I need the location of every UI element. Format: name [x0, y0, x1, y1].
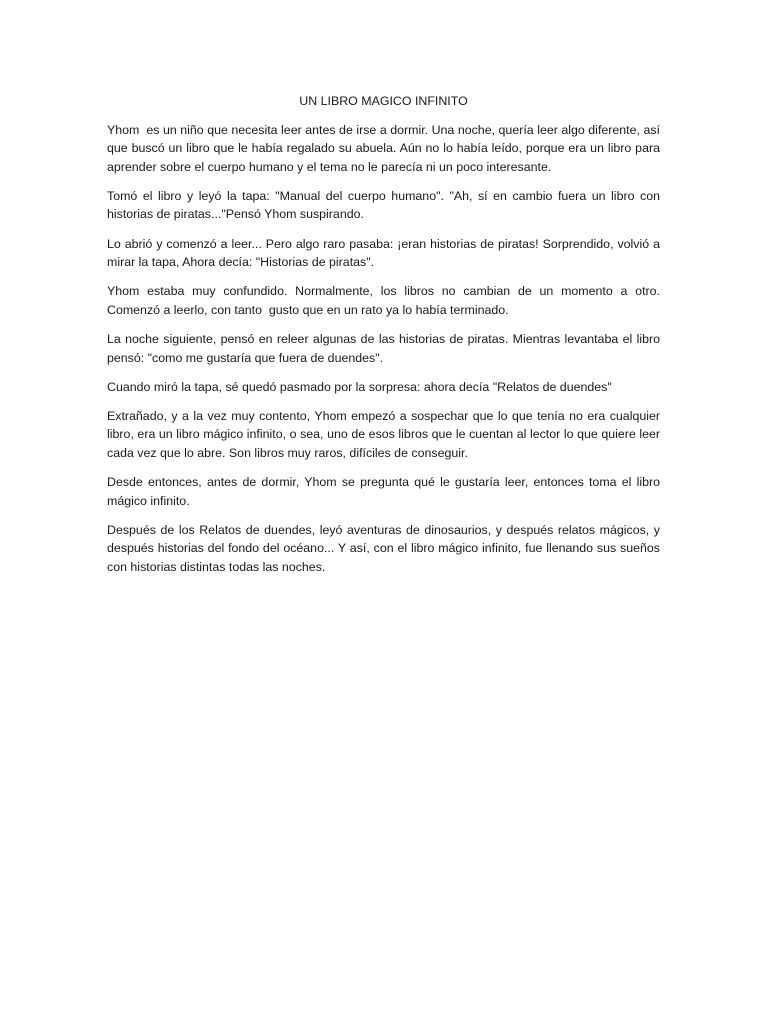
paragraph-6: Cuando miró la tapa, sé quedó pasmado por la sorpresa: ahora decía "Relatos de duendes": [107, 379, 612, 394]
paragraph-5: La noche siguiente, pensó en releer algunas de las historias de piratas. Mientras levantaba el libro pensó: "como me gustaría que fuera de duendes".: [107, 331, 664, 365]
paragraph-3: Lo abrió y comenzó a leer... Pero algo raro pasaba: ¡eran historias de piratas! Sorprendido, volvió a mirar la tapa, Ahora decía: "Historias de piratas".: [107, 236, 664, 270]
paragraph-9: Después de los Relatos de duendes, leyó aventuras de dinosaurios, y después relatos mágicos, y después historias del fondo del océano... Y así, con el libro mágico infinito, fue llenando sus sueños con historias distintas todas las noches.: [107, 522, 664, 574]
document-page: [107, 92, 664, 587]
paragraph-7: Extrañado, y a la vez muy contento, Yhom empezó a sospechar que lo que tenía no era cualquier libro, era un libro mágico infinito, o sea, uno de esos libros que le cuentan al lector lo que quiere leer cada vez que lo abre. Son libros muy raros, difíciles de conseguir.: [107, 408, 664, 460]
paragraph-2: Tomó el libro y leyó la tapa: "Manual del cuerpo humano". "Ah, sí en cambio fuera un libro con historias de piratas..."Pensó Yhom suspirando.: [107, 188, 664, 222]
paragraph-8: Desde entonces, antes de dormir, Yhom se pregunta qué le gustaría leer, entonces toma el libro mágico infinito.: [107, 475, 664, 508]
document-title: UN LIBRO MAGICO INFINITO: [299, 94, 468, 108]
paragraph-4: Yhom estaba muy confundido. Normalmente, los libros no cambian de un momento a otro. Comenzó a leerlo, con tanto gusto que en un rato ya lo había terminado.: [107, 284, 664, 317]
paragraph-1: Yhom es un niño que necesita leer antes de irse a dormir. Una noche, quería leer algo diferente, así que buscó un libro que le había regalado su abuela. Aún no lo había leído, porque era un libro para aprender sobre el cuerpo humano y el tema no le parecía ni un poco interesante.: [107, 122, 664, 174]
